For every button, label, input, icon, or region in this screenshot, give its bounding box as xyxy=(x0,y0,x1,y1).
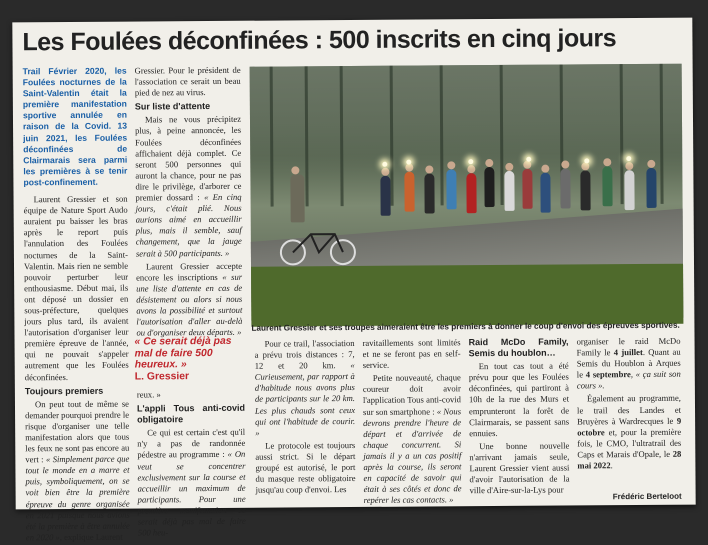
subheading-liste-attente: Sur liste d'attente xyxy=(134,101,211,112)
newspaper-clipping xyxy=(12,18,695,543)
paragraph: Ce qui est certain c'est qu'il n'y a pas de randonnée pédestre au programme : « On veut se concentrer exclusivement sur la course et accueillir un maximum de participants. Pour une première manifestation ce serait déjà pas mal de faire 500 heu- xyxy=(137,427,246,538)
column-6 xyxy=(577,336,682,474)
paragraph: Laurent Gressier et son équipe de Nature Sport Audo auraient pu baisser les bras après le report puis l'annulation des Foulées nocturnes de la Saint-Valentin. Mais rien ne semble pouvoir perturber leur enthousiasme. Début mai, ils ont déposé un dossier en sous-préfecture, quelques jours plus tard, ils avaient l'autorisation d'organiser leur première épreuve de l'année, qui ne pouvait s'appeler autrement que les Foulées déconfinées. xyxy=(23,193,129,382)
pull-quote-text: « Ce serait déjà pas mal de faire 500 heureux. » xyxy=(134,335,232,371)
paragraph: Mais ne vous précipitez plus, à peine annoncée, les Foulées déconfinées affichaient déjà complet. Ce seront 500 personnes qui auront la chance, pour ne pas dire le privilège, d'arborer ce premier dossard : « En cinq jours, c'était plié. Nous aurions aimé en accueillir plus, mais il semble, sauf changement, que la jauge serait à 500 participants. » xyxy=(135,114,242,259)
paragraph: Pour ce trail, l'association a prévu trois distances : 7, 12 et 20 km. « Curieusement, par rapport à d'habitude nous avons plus de participants sur le 20 km. Les plus chauds sont ceux qui ont l'habitude de courir. » xyxy=(254,337,356,438)
paragraph: reux. » xyxy=(136,389,161,400)
paragraph: Le protocole est toujours aussi strict. Si le départ groupé est autorisé, le port du masque reste obligatoire jusqu'au coup d'envoi. Les xyxy=(255,439,356,495)
subheading-raid: Raid McDo Family, Semis du houblon… xyxy=(468,336,569,359)
lead-paragraph: Trail Février 2020, les Foulées nocturnes de la Saint-Valentin était la première manifestation sportive annulée en raison de la Covid. 13 juin 2021, les Foulées déconfinées de Clairmarais sera parmi les premières à se tenir post-confinement. xyxy=(22,65,128,188)
photo-runners xyxy=(250,64,684,321)
paragraph: On peut tout de même se demander pourquoi prendre le risque d'organiser une telle manifestation alors que tous les feux ne sont pas encore au vert : « Simplement parce que tout le monde en a marre et puis, symboliquement, on se voit bien être la première épreuve du genre organisée en 2021 puisque nous avions été la première à être annulée en 2020 », explique Laurent xyxy=(25,398,130,543)
column-2b xyxy=(137,389,246,541)
paragraph: Également au programme, le trail des Landes et Bruyères à Wardrecques le 9 octobre et, pour la première fois, le CMO, l'ultratrail des Caps et Marais d'Opale, le 28 mai 2022. xyxy=(576,393,682,471)
subheading-appli: L'appli Tous anti-covid obligatoire xyxy=(136,402,246,425)
pull-quote xyxy=(135,336,247,383)
paragraph: Une bonne nouvelle n'arrivant jamais seule, Laurent Gressier vient aussi d'avoir l'autorisation de la ville d'Aire-sur-la-Lys pour xyxy=(469,440,570,496)
paragraph: Gressier. Pour le président de l'association ce serait un beau pied de nez au virus. xyxy=(134,64,241,98)
paragraph: organiser le raid McDo Family le 4 juillet. Quant au Semis du Houblon à Arques le 4 septembre, « ça suit son cours ». xyxy=(576,335,681,391)
photo-caption: Laurent Gressier et ses troupes aimeraient être les premiers à donner le coup d'envoi des épreuves sportives. xyxy=(251,320,680,333)
pull-quote-author: L. Gressier xyxy=(134,370,190,383)
paragraph: En tout cas tout a été prévu pour que les Foulées déconfinées, qui partiront à 10h de la rue des Murs et emprunteront la forêt de Clairmarais, se passent sans ennuies. xyxy=(468,360,570,438)
column-4 xyxy=(363,337,462,508)
column-2 xyxy=(135,65,243,341)
subheading-toujours-premiers: Toujours premiers xyxy=(24,385,104,396)
paragraph: ravitaillements sont limités et ne se feront pas en self-service. xyxy=(362,337,461,371)
paragraph: Petite nouveauté, chaque coureur doit avoir l'application Tous anti-covid sur son smartphone : « Nous devrons prendre l'heure de départ et d'arrivée de chaque concurrent. Si jamais il y a un cas positif après la course, ils seront en capacité de savoir qui était à ses côtés et donc de repérer les cas contacts. » xyxy=(362,372,462,506)
column-5 xyxy=(469,337,570,499)
author-byline: Frédéric Berteloot xyxy=(612,491,682,502)
column-1 xyxy=(23,66,130,545)
column-3 xyxy=(255,338,356,498)
bicycle-icon xyxy=(279,226,359,267)
paragraph: Laurent Gressier accepte encore les inscriptions « sur une liste d'attente en cas de désistement ou alors si nous avons la possibilité et surtout l'autorisation d'aller au-delà ou d'organiser deux départs. » xyxy=(136,260,243,338)
headline: Les Foulées déconfinées : 500 inscrits en cinq jours xyxy=(22,24,617,57)
